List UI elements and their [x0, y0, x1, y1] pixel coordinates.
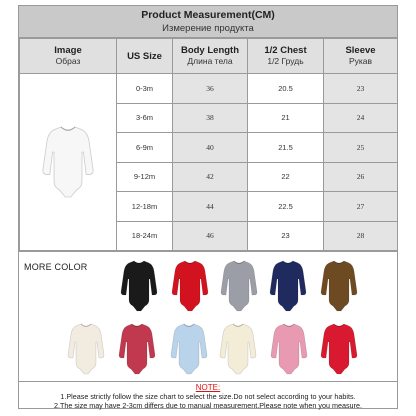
body-length-cell — [173, 162, 248, 192]
table-header-row — [20, 39, 398, 74]
body-length-cell-value: 40 — [206, 142, 214, 152]
body-length-cell — [173, 103, 248, 133]
column-header-label: Image — [54, 45, 82, 56]
sleeve-cell — [324, 162, 398, 192]
size-cell-value: 18-24m — [131, 231, 158, 241]
chest-cell-value: 21 — [281, 113, 290, 123]
sleeve-cell — [324, 103, 398, 133]
chest-cell — [248, 221, 324, 251]
chest-cell — [248, 103, 324, 133]
sleeve-cell — [324, 133, 398, 163]
sleeve-cell-value: 26 — [356, 172, 365, 182]
more-color-label: MORE COLOR — [24, 262, 88, 272]
chest-cell-value: 23 — [281, 231, 290, 241]
column-header-sublabel: Рукав — [348, 56, 373, 66]
size-cell — [117, 103, 173, 133]
color-swatch[interactable] — [269, 321, 309, 377]
chart-title: Product Measurement(CM) — [141, 9, 275, 21]
sleeve-cell-value: 25 — [356, 142, 365, 152]
size-cell-value: 9-12m — [133, 172, 156, 182]
column-header-sublabel: Образ — [55, 56, 81, 66]
color-swatch[interactable] — [119, 258, 159, 314]
size-cell-value: 6-9m — [135, 142, 154, 152]
chart-header — [19, 6, 397, 38]
table-row — [20, 74, 398, 104]
size-cell — [117, 74, 173, 104]
chest-cell-value: 22.5 — [278, 201, 293, 211]
size-chart — [18, 5, 398, 409]
color-swatch[interactable] — [66, 321, 106, 377]
color-swatch[interactable] — [319, 321, 359, 377]
chart-subtitle: Измерение продукта — [162, 23, 254, 34]
sleeve-cell-value: 27 — [356, 201, 365, 211]
sleeve-cell — [324, 221, 398, 251]
column-header-image — [20, 39, 117, 74]
column-header-sublabel: Длина тела — [187, 56, 233, 66]
column-header-sleeve — [324, 39, 398, 74]
note-section — [19, 381, 397, 409]
body-length-cell — [173, 192, 248, 222]
column-header-label: US Size — [127, 50, 162, 62]
color-swatch[interactable] — [170, 258, 210, 314]
body-length-cell-value: 44 — [206, 201, 214, 211]
more-color-section — [19, 251, 397, 381]
sleeve-cell-value: 24 — [356, 113, 365, 123]
chest-cell-value: 21.5 — [278, 142, 293, 152]
column-header-size — [117, 39, 173, 74]
body-length-cell-value: 38 — [206, 113, 214, 123]
sleeve-cell — [324, 74, 398, 104]
size-cell — [117, 162, 173, 192]
bodysuit-image — [40, 122, 96, 202]
chest-cell — [248, 74, 324, 104]
color-swatch[interactable] — [117, 321, 157, 377]
body-length-cell-value: 42 — [206, 172, 214, 182]
column-header-label: 1/2 Chest — [264, 45, 307, 56]
color-swatch[interactable] — [319, 258, 359, 314]
chest-cell — [248, 162, 324, 192]
column-header-chest — [248, 39, 324, 74]
body-length-cell-value: 46 — [206, 231, 214, 241]
chest-cell-value: 22 — [281, 172, 290, 182]
column-header-sublabel: 1/2 Грудь — [267, 56, 304, 66]
body-length-cell — [173, 133, 248, 163]
color-swatch[interactable] — [268, 258, 308, 314]
chest-cell — [248, 133, 324, 163]
color-swatch[interactable] — [169, 321, 209, 377]
color-swatch[interactable] — [219, 258, 259, 314]
color-swatch[interactable] — [218, 321, 258, 377]
sleeve-cell — [324, 192, 398, 222]
body-length-cell — [173, 221, 248, 251]
size-cell-value: 12-18m — [131, 201, 158, 211]
column-header-label: Body Length — [180, 45, 240, 56]
product-image — [20, 74, 117, 251]
sleeve-cell-value: 28 — [356, 231, 365, 241]
size-cell-value: 3-6m — [135, 113, 154, 123]
column-header-label: Sleeve — [345, 45, 376, 56]
body-length-cell-value: 36 — [206, 83, 214, 93]
size-table — [19, 38, 398, 251]
size-cell-value: 0-3m — [135, 83, 154, 93]
column-header-length — [173, 39, 248, 74]
size-cell — [117, 221, 173, 251]
note-line-1: 1.Please strictly follow the size chart to select the size.Do not select according to your habits. — [60, 392, 356, 401]
chest-cell-value: 20.5 — [278, 83, 293, 93]
size-cell — [117, 133, 173, 163]
note-line-2: 2.The size may have 2-3cm differs due to manual measurement.Please note when you measure. — [54, 401, 362, 410]
chest-cell — [248, 192, 324, 222]
note-title: NOTE: — [195, 383, 221, 392]
sleeve-cell-value: 23 — [356, 83, 365, 93]
size-cell — [117, 192, 173, 222]
body-length-cell — [173, 74, 248, 104]
